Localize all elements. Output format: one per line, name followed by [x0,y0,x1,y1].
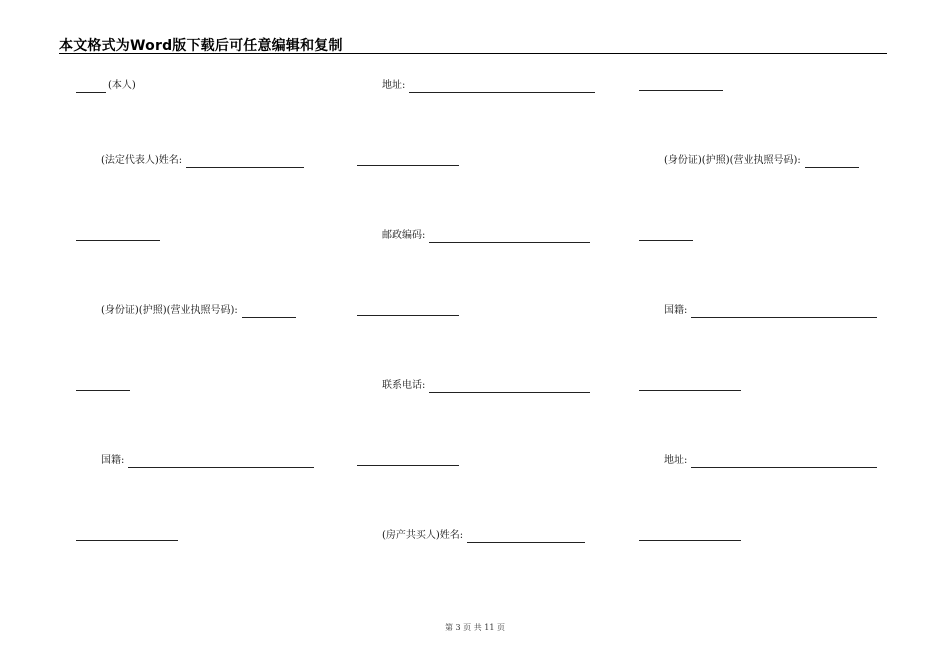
address-input-1[interactable] [409,81,595,93]
blank-line[interactable] [76,540,178,541]
nationality-field-1 [664,304,877,318]
phone-field [382,379,590,393]
address-field-2 [664,454,877,468]
blank-line[interactable] [639,540,741,541]
id-passport-input-2[interactable] [242,306,296,318]
phone-input[interactable] [429,381,590,393]
address-input-2[interactable] [691,456,877,468]
id-passport-field-1 [664,154,859,168]
address-field-1 [382,79,595,93]
postal-code-label: 邮政编码: [382,230,426,241]
nationality-field-2 [101,454,314,468]
nationality-label: 国籍: [664,305,688,316]
self-blank[interactable] [76,81,106,93]
page-number: 第 3 页 共 11 页 [445,623,505,632]
self-label: (本人) [108,80,136,91]
legal-rep-name-input[interactable] [186,156,304,168]
postal-code-field [382,229,590,243]
blank-line[interactable] [357,165,459,166]
id-passport-label: (身份证)(护照)(营业执照号码): [101,305,238,316]
nationality-input-1[interactable] [691,306,877,318]
legal-rep-name-field [101,154,304,168]
self-field [76,79,136,93]
phone-label: 联系电话: [382,380,426,391]
co-buyer-name-input[interactable] [467,531,585,543]
nationality-label: 国籍: [101,455,125,466]
blank-line[interactable] [639,90,723,91]
co-buyer-name-label: (房产共买人)姓名: [382,530,464,541]
id-passport-label: (身份证)(护照)(营业执照号码): [664,155,801,166]
blank-line[interactable] [357,465,459,466]
id-passport-input-1[interactable] [805,156,859,168]
blank-line[interactable] [357,315,459,316]
header-rule [59,53,887,54]
document-header-title: 本文格式为Word版下载后可任意编辑和复制 [59,38,343,54]
id-passport-field-2 [101,304,296,318]
postal-code-input[interactable] [429,231,590,243]
co-buyer-name-field [382,529,585,543]
blank-line[interactable] [639,240,693,241]
nationality-input-2[interactable] [128,456,314,468]
blank-line[interactable] [76,240,160,241]
legal-rep-name-label: (法定代表人)姓名: [101,155,183,166]
blank-line[interactable] [639,390,741,391]
blank-line[interactable] [76,390,130,391]
address-label: 地址: [382,80,406,91]
address-label: 地址: [664,455,688,466]
